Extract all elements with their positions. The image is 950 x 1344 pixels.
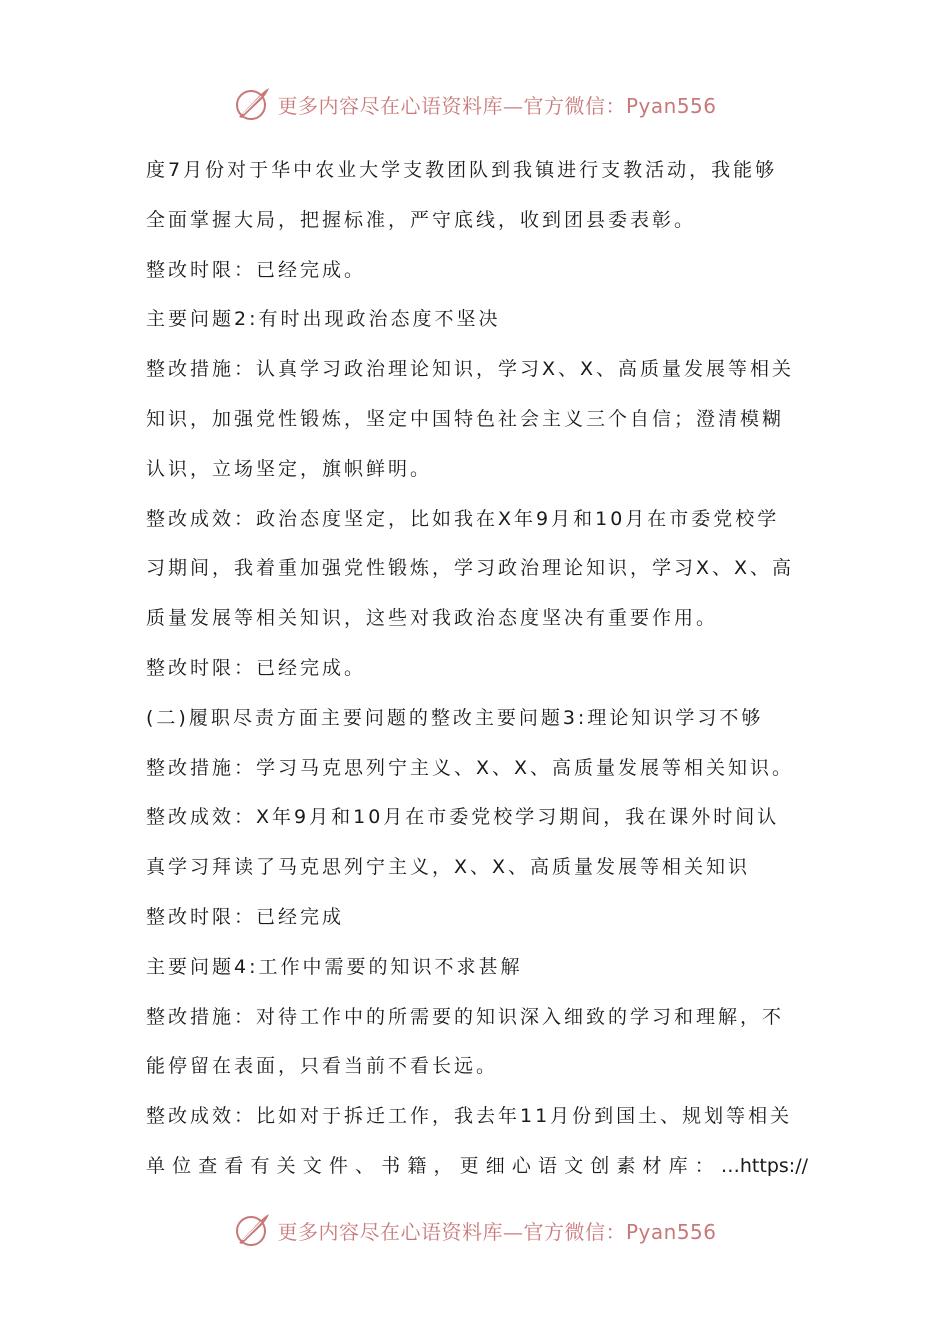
banner-text: 更多内容尽在心语资料库—官方微信：Pyan556 <box>277 1219 717 1244</box>
quill-logo-icon <box>233 1210 273 1250</box>
text-line: 整改成效：X年9月和10月在市委党校学习期间，我在课外时间认 <box>146 806 780 829</box>
text-line: 质量发展等相关知识，这些对我政治态度坚决有重要作用。 <box>146 607 719 630</box>
text-line: 整改时限：已经完成。 <box>146 656 367 679</box>
text-line: 整改措施：学习马克思列宁主义、X、X、高质量发展等相关知识。 <box>146 756 795 779</box>
text-line: 知识，加强党性锻炼，坚定中国特色社会主义三个自信；澄清模糊 <box>146 407 785 430</box>
document-body <box>146 146 808 1192</box>
text-line: 整改成效：比如对于拆迁工作，我去年11月份到国土、规划等相关 <box>146 1105 793 1128</box>
text-line: 能停留在表面，只看当前不看长远。 <box>146 1055 499 1078</box>
text-line: 习期间，我着重加强党性锻炼，学习政治理论知识，学习X、X、高 <box>146 557 795 580</box>
text-line: 认识，立场坚定，旗帜鲜明。 <box>146 457 433 480</box>
text-line: 主要问题4:工作中需要的知识不求甚解 <box>146 955 523 978</box>
text-line: 整改措施：认真学习政治理论知识，学习X、X、高质量发展等相关 <box>146 358 795 381</box>
text-line: 整改措施：对待工作中的所需要的知识深入细致的学习和理解，不 <box>146 1005 785 1028</box>
text-line: 单位查看有关文件、书籍，更细心语文创素材库：…https:// <box>146 1154 808 1177</box>
text-line: 整改时限：已经完成 <box>146 905 345 928</box>
banner-text: 更多内容尽在心语资料库—官方微信：Pyan556 <box>277 93 717 118</box>
text-line: 真学习拜读了马克思列宁主义，X、X、高质量发展等相关知识 <box>146 856 751 879</box>
text-line: 全面掌握大局，把握标准，严守底线，收到团县委表彰。 <box>146 208 697 231</box>
text-line: 整改成效：政治态度坚定，比如我在X年9月和10月在市委党校学 <box>146 507 780 530</box>
text-line: 度7月份对于华中农业大学支教团队到我镇进行支教活动，我能够 <box>146 159 778 181</box>
header-banner <box>0 82 950 126</box>
section-heading: (二)履职尽责方面主要问题的整改主要问题3:理论知识学习不够 <box>146 706 764 729</box>
quill-logo-icon <box>233 84 273 124</box>
footer-banner <box>0 1208 950 1252</box>
text-line: 整改时限：已经完成。 <box>146 258 367 281</box>
text-line: 主要问题2:有时出现政治态度不坚决 <box>146 308 501 331</box>
